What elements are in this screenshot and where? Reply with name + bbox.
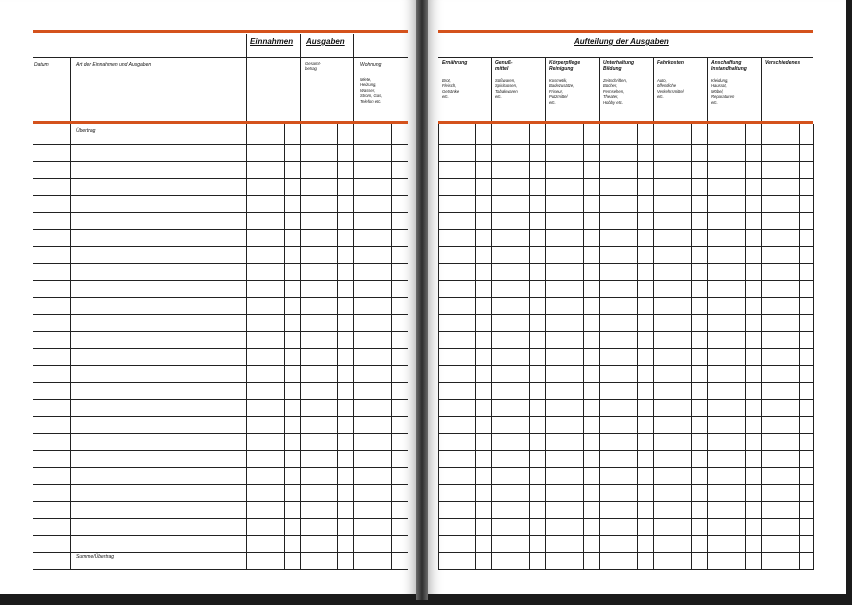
col-divider (545, 57, 546, 121)
ledger-row-line (438, 518, 813, 519)
category-label: Fahrkosten (657, 60, 684, 66)
top-orange-rule (33, 30, 408, 33)
ledger-row-line (438, 229, 813, 230)
ledger-row-line (33, 348, 408, 349)
ledger-row-line (438, 433, 813, 434)
col-divider (353, 34, 354, 121)
left-page (0, 0, 416, 594)
ledger-row-line (438, 552, 813, 553)
ledger-row-line (33, 297, 408, 298)
col-divider (707, 57, 708, 121)
top-orange-rule-right (438, 30, 813, 33)
ledger-row-line (33, 280, 408, 281)
ledger-row-line (33, 178, 408, 179)
col-divider (300, 34, 301, 121)
ledger-row-line (438, 331, 813, 332)
ledger-row-line (438, 348, 813, 349)
col-divider (653, 124, 654, 570)
ledger-row-line (438, 314, 813, 315)
category-label: Verschiedenes (765, 60, 801, 66)
carry-over-label: Übertrag (76, 128, 96, 134)
col-divider (799, 124, 800, 570)
ledger-row-line (438, 484, 813, 485)
col-description-label: Art der Einnahmen und Ausgaben (76, 62, 152, 68)
col-divider (813, 124, 814, 570)
ledger-row-line (33, 382, 408, 383)
category-examples: Süßwaren, Spirituosen, Tabakwaren etc. (495, 78, 518, 100)
ledger-row-line (33, 416, 408, 417)
col-divider (707, 124, 708, 570)
col-divider (438, 124, 439, 570)
ledger-row-line (33, 467, 408, 468)
expense-breakdown-title: Aufteilung der Ausgaben (574, 37, 669, 46)
ledger-row-line (438, 501, 813, 502)
col-total-label: Gesamt- betrag (305, 61, 322, 72)
col-divider (491, 124, 492, 570)
category-label: Körperpflege Reinigung (549, 60, 581, 72)
ledger-row-line (438, 263, 813, 264)
ledger-row-line (438, 178, 813, 179)
ledger-row-line (438, 450, 813, 451)
ledger-row-line (33, 229, 408, 230)
ledger-row-line (33, 501, 408, 502)
col-divider (599, 124, 600, 570)
ledger-row-line (33, 144, 408, 145)
ledger-row-line (438, 297, 813, 298)
col-divider (691, 124, 692, 570)
ledger-row-line (438, 195, 813, 196)
col-divider (761, 124, 762, 570)
category-examples: Auto, öffentliche Verkehrsmittel etc. (657, 78, 684, 100)
col-divider (70, 124, 71, 570)
col-divider (300, 124, 301, 570)
ledger-row-line (33, 246, 408, 247)
col-divider (246, 124, 247, 570)
ledger-row-line (33, 195, 408, 196)
col-divider (284, 124, 285, 570)
header-orange-rule (33, 121, 408, 124)
right-page (428, 0, 846, 594)
ledger-row-line (33, 552, 408, 553)
category-label: Genuß- mittel (495, 60, 513, 72)
ledger-row-line (33, 161, 408, 162)
header-income: Einnahmen (250, 37, 294, 46)
sum-carry-label: Summe/Übertrag (76, 554, 115, 560)
category-examples: Kosmetik, Badezusätze, Friseur, Putzmittel etc. (549, 78, 575, 105)
ledger-row-line (438, 535, 813, 536)
ledger-row-line (438, 399, 813, 400)
ledger-row-line (438, 569, 813, 570)
ledger-row-line (33, 433, 408, 434)
book-gutter (416, 0, 428, 600)
col-divider (337, 124, 338, 570)
col-housing-sub: Miete, Heizung, Wasser, Strom, Gas, Telefon etc. (360, 77, 383, 104)
col-divider (545, 124, 546, 570)
ledger-row-line (438, 161, 813, 162)
col-date-label: Datum (34, 62, 49, 68)
category-examples: Kleidung, Hausrat, Möbel, Reparaturen etc. (711, 78, 735, 105)
ledger-row-line (33, 212, 408, 213)
col-divider (745, 124, 746, 570)
ledger-row-line (33, 569, 408, 570)
col-divider (599, 57, 600, 121)
ledger-row-line (438, 365, 813, 366)
col-divider (70, 57, 71, 121)
ledger-row-line (438, 280, 813, 281)
header-orange-rule (438, 121, 813, 124)
col-housing-label: Wohnung (360, 62, 382, 68)
ledger-row-line (33, 518, 408, 519)
header-expenses: Ausgaben (306, 37, 345, 46)
col-divider (353, 124, 354, 570)
ledger-row-line (438, 416, 813, 417)
category-label: Ernährung (442, 60, 468, 66)
ledger-row-line (33, 365, 408, 366)
col-divider (653, 57, 654, 121)
ledger-row-line (438, 246, 813, 247)
ledger-row-line (438, 144, 813, 145)
col-divider (246, 34, 247, 121)
col-divider (391, 124, 392, 570)
category-label: Anschaffung Instandhaltung (711, 60, 747, 72)
ledger-row-line (33, 450, 408, 451)
ledger-row-line (438, 467, 813, 468)
category-examples: Zeitschriften, Bücher, Fernsehen, Theater, Hobby etc. (603, 78, 627, 105)
col-divider (761, 57, 762, 121)
ledger-row-line (33, 399, 408, 400)
ledger-row-line (33, 314, 408, 315)
ledger-row-line (33, 263, 408, 264)
ledger-row-line (33, 484, 408, 485)
col-divider (475, 124, 476, 570)
header-divider (438, 57, 813, 58)
col-divider (583, 124, 584, 570)
col-divider (491, 57, 492, 121)
ledger-row-line (438, 382, 813, 383)
category-label: Unterhaltung Bildung (603, 60, 635, 72)
ledger-row-line (438, 212, 813, 213)
col-divider (637, 124, 638, 570)
category-examples: Brot, Fleisch, Getränke etc. (442, 78, 460, 100)
header-divider (33, 57, 408, 58)
col-divider (529, 124, 530, 570)
ledger-row-line (33, 535, 408, 536)
ledger-row-line (33, 331, 408, 332)
